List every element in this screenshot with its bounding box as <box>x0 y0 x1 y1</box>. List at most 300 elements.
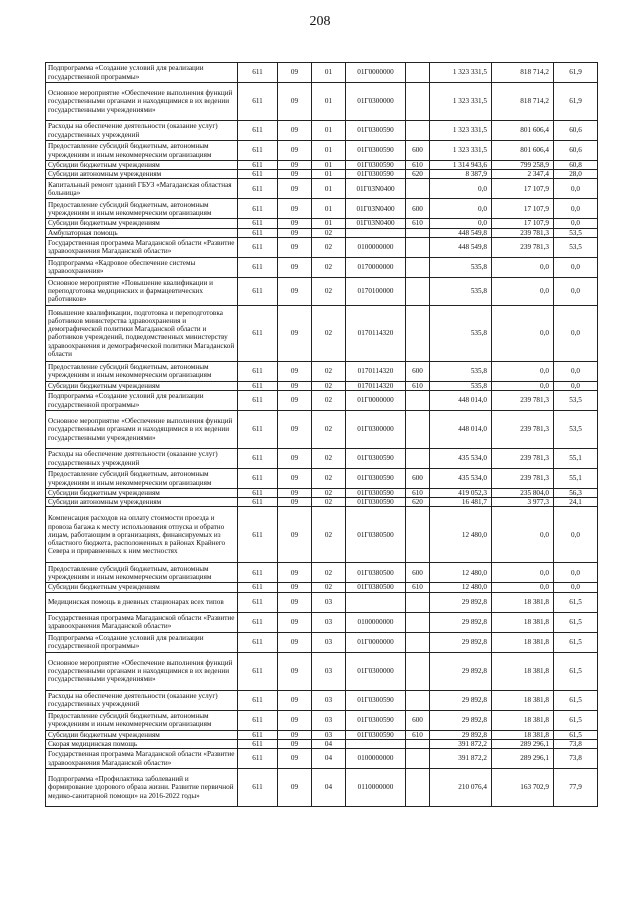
admin-code-cell: 611 <box>238 63 278 83</box>
expense-type-cell <box>406 612 430 632</box>
expense-type-cell <box>406 769 430 807</box>
section-code-cell: 09 <box>278 161 312 170</box>
subsection-code-cell: 02 <box>312 381 346 390</box>
table-row <box>46 632 598 652</box>
admin-code-cell: 611 <box>238 83 278 121</box>
target-article-cell: 01Г0300590 <box>346 170 406 179</box>
table-row <box>46 170 598 179</box>
expense-type-cell <box>406 449 430 469</box>
percent-cell: 61,5 <box>554 690 598 710</box>
percent-cell: 0,0 <box>554 305 598 361</box>
planned-amount-cell: 1 323 331,5 <box>430 141 492 161</box>
subsection-code-cell: 02 <box>312 449 346 469</box>
table-row <box>46 141 598 161</box>
percent-cell: 60,6 <box>554 121 598 141</box>
planned-amount-cell: 0,0 <box>430 219 492 228</box>
expense-type-cell: 610 <box>406 583 430 592</box>
target-article-cell: 01Г0300590 <box>346 141 406 161</box>
table-row <box>46 161 598 170</box>
expense-type-cell <box>406 690 430 710</box>
expense-type-cell: 610 <box>406 219 430 228</box>
target-article-cell: 01Г0300590 <box>346 121 406 141</box>
row-name-cell: Основное мероприятие «Повышение квалификации и переподготовка медицинских и фармацевтических работников» <box>46 277 238 305</box>
expense-type-cell: 610 <box>406 161 430 170</box>
target-article-cell: 01Г0300590 <box>346 161 406 170</box>
target-article-cell: 01Г0380500 <box>346 563 406 583</box>
row-name-cell: Предоставление субсидий бюджетным, автономным учреждениям и иным некоммерческим организациям <box>46 199 238 219</box>
admin-code-cell: 611 <box>238 237 278 257</box>
admin-code-cell: 611 <box>238 690 278 710</box>
percent-cell: 24,1 <box>554 498 598 507</box>
row-name-cell: Субсидии бюджетным учреждениям <box>46 161 238 170</box>
section-code-cell: 09 <box>278 507 312 563</box>
table-row <box>46 83 598 121</box>
expense-type-cell: 600 <box>406 469 430 489</box>
executed-amount-cell: 818 714,2 <box>492 83 554 121</box>
target-article-cell: 01Г0300590 <box>346 710 406 730</box>
row-name-cell: Субсидии бюджетным учреждениям <box>46 381 238 390</box>
target-article-cell: 01Г0300590 <box>346 498 406 507</box>
planned-amount-cell: 210 076,4 <box>430 769 492 807</box>
row-name-cell: Государственная программа Магаданской области «Развитие здравоохранения Магаданской области» <box>46 749 238 769</box>
target-article-cell: 0170114320 <box>346 381 406 390</box>
subsection-code-cell: 03 <box>312 652 346 690</box>
executed-amount-cell: 0,0 <box>492 277 554 305</box>
planned-amount-cell: 419 052,3 <box>430 489 492 498</box>
percent-cell: 0,0 <box>554 507 598 563</box>
admin-code-cell: 611 <box>238 583 278 592</box>
subsection-code-cell: 02 <box>312 489 346 498</box>
row-name-cell: Субсидии бюджетным учреждениям <box>46 219 238 228</box>
section-code-cell: 09 <box>278 381 312 390</box>
planned-amount-cell: 435 534,0 <box>430 469 492 489</box>
planned-amount-cell: 0,0 <box>430 179 492 199</box>
planned-amount-cell: 448 549,8 <box>430 228 492 237</box>
table-row <box>46 63 598 83</box>
executed-amount-cell: 0,0 <box>492 381 554 390</box>
planned-amount-cell: 29 892,8 <box>430 730 492 739</box>
row-name-cell: Субсидии автономным учреждениям <box>46 170 238 179</box>
executed-amount-cell: 2 347,4 <box>492 170 554 179</box>
target-article-cell: 01Г0000000 <box>346 391 406 411</box>
expense-type-cell <box>406 305 430 361</box>
target-article-cell: 01Г03N0400 <box>346 179 406 199</box>
table-row <box>46 749 598 769</box>
planned-amount-cell: 1 323 331,5 <box>430 121 492 141</box>
expense-type-cell: 610 <box>406 381 430 390</box>
executed-amount-cell: 0,0 <box>492 507 554 563</box>
expense-type-cell <box>406 632 430 652</box>
planned-amount-cell: 8 387,9 <box>430 170 492 179</box>
section-code-cell: 09 <box>278 237 312 257</box>
expense-type-cell <box>406 507 430 563</box>
subsection-code-cell: 02 <box>312 469 346 489</box>
subsection-code-cell: 04 <box>312 749 346 769</box>
expense-type-cell: 600 <box>406 563 430 583</box>
executed-amount-cell: 239 781,3 <box>492 228 554 237</box>
target-article-cell: 01Г0000000 <box>346 632 406 652</box>
row-name-cell: Капитальный ремонт зданий ГБУЗ «Магаданская областная больница» <box>46 179 238 199</box>
planned-amount-cell: 391 872,2 <box>430 739 492 748</box>
percent-cell: 61,5 <box>554 632 598 652</box>
subsection-code-cell: 01 <box>312 170 346 179</box>
percent-cell: 0,0 <box>554 381 598 390</box>
executed-amount-cell: 0,0 <box>492 305 554 361</box>
admin-code-cell: 611 <box>238 632 278 652</box>
subsection-code-cell: 03 <box>312 690 346 710</box>
row-name-cell: Повышение квалификации, подготовка и переподготовка работников министерства здравоохранения и демографической политики Магаданской области и работников учреждений, подведомственных министерству здравоохранения и демографической политики Магаданской области <box>46 305 238 361</box>
admin-code-cell: 611 <box>238 563 278 583</box>
section-code-cell: 09 <box>278 219 312 228</box>
planned-amount-cell: 448 014,0 <box>430 391 492 411</box>
executed-amount-cell: 239 781,3 <box>492 449 554 469</box>
subsection-code-cell: 02 <box>312 563 346 583</box>
percent-cell: 53,5 <box>554 237 598 257</box>
expense-type-cell: 620 <box>406 170 430 179</box>
planned-amount-cell: 435 534,0 <box>430 449 492 469</box>
row-name-cell: Субсидии бюджетным учреждениям <box>46 583 238 592</box>
row-name-cell: Основное мероприятие «Обеспечение выполнения функций государственными органами и находящимися в их ведении государственными учреждениями» <box>46 83 238 121</box>
section-code-cell: 09 <box>278 391 312 411</box>
subsection-code-cell: 03 <box>312 730 346 739</box>
executed-amount-cell: 235 804,0 <box>492 489 554 498</box>
table-row <box>46 583 598 592</box>
admin-code-cell: 611 <box>238 612 278 632</box>
section-code-cell: 09 <box>278 199 312 219</box>
admin-code-cell: 611 <box>238 498 278 507</box>
section-code-cell: 09 <box>278 179 312 199</box>
section-code-cell: 09 <box>278 257 312 277</box>
row-name-cell: Государственная программа Магаданской области «Развитие здравоохранения Магаданской области» <box>46 612 238 632</box>
subsection-code-cell: 01 <box>312 179 346 199</box>
percent-cell: 61,9 <box>554 83 598 121</box>
table-row <box>46 361 598 381</box>
planned-amount-cell: 29 892,8 <box>430 652 492 690</box>
row-name-cell: Подпрограмма «Создание условий для реализации государственной программы» <box>46 391 238 411</box>
planned-amount-cell: 12 480,0 <box>430 563 492 583</box>
target-article-cell: 01Г0380500 <box>346 583 406 592</box>
expense-type-cell <box>406 277 430 305</box>
admin-code-cell: 611 <box>238 381 278 390</box>
percent-cell: 0,0 <box>554 179 598 199</box>
table-row <box>46 469 598 489</box>
section-code-cell: 09 <box>278 305 312 361</box>
percent-cell: 0,0 <box>554 563 598 583</box>
subsection-code-cell: 04 <box>312 769 346 807</box>
percent-cell: 60,6 <box>554 141 598 161</box>
target-article-cell: 01Г0300000 <box>346 83 406 121</box>
expense-type-cell <box>406 237 430 257</box>
executed-amount-cell: 18 381,8 <box>492 632 554 652</box>
executed-amount-cell: 17 107,9 <box>492 199 554 219</box>
subsection-code-cell: 03 <box>312 592 346 612</box>
executed-amount-cell: 3 977,3 <box>492 498 554 507</box>
executed-amount-cell: 801 606,4 <box>492 141 554 161</box>
percent-cell: 73,8 <box>554 739 598 748</box>
executed-amount-cell: 0,0 <box>492 583 554 592</box>
section-code-cell: 09 <box>278 769 312 807</box>
row-name-cell: Расходы на обеспечение деятельности (оказание услуг) государственных учреждений <box>46 121 238 141</box>
target-article-cell: 01Г0300590 <box>346 489 406 498</box>
subsection-code-cell: 02 <box>312 257 346 277</box>
page-number: 208 <box>309 14 331 29</box>
admin-code-cell: 611 <box>238 228 278 237</box>
planned-amount-cell: 535,8 <box>430 257 492 277</box>
table-row <box>46 489 598 498</box>
expense-type-cell <box>406 592 430 612</box>
percent-cell: 0,0 <box>554 219 598 228</box>
section-code-cell: 09 <box>278 690 312 710</box>
executed-amount-cell: 18 381,8 <box>492 730 554 739</box>
target-article-cell <box>346 592 406 612</box>
row-name-cell: Субсидии бюджетным учреждениям <box>46 730 238 739</box>
section-code-cell: 09 <box>278 710 312 730</box>
section-code-cell: 09 <box>278 411 312 449</box>
expense-type-cell <box>406 257 430 277</box>
target-article-cell: 0100000000 <box>346 749 406 769</box>
planned-amount-cell: 535,8 <box>430 361 492 381</box>
percent-cell: 53,5 <box>554 228 598 237</box>
expense-type-cell <box>406 652 430 690</box>
admin-code-cell: 611 <box>238 361 278 381</box>
subsection-code-cell: 03 <box>312 632 346 652</box>
percent-cell: 0,0 <box>554 277 598 305</box>
expense-type-cell: 600 <box>406 361 430 381</box>
subsection-code-cell: 01 <box>312 83 346 121</box>
executed-amount-cell: 18 381,8 <box>492 690 554 710</box>
table-row <box>46 507 598 563</box>
table-row <box>46 710 598 730</box>
planned-amount-cell: 535,8 <box>430 381 492 390</box>
admin-code-cell: 611 <box>238 391 278 411</box>
percent-cell: 73,8 <box>554 749 598 769</box>
target-article-cell: 0170114320 <box>346 305 406 361</box>
row-name-cell: Предоставление субсидий бюджетным, автономным учреждениям и иным некоммерческим организациям <box>46 361 238 381</box>
expense-type-cell: 610 <box>406 730 430 739</box>
admin-code-cell: 611 <box>238 592 278 612</box>
admin-code-cell: 611 <box>238 749 278 769</box>
table-row <box>46 305 598 361</box>
admin-code-cell: 611 <box>238 121 278 141</box>
subsection-code-cell: 02 <box>312 507 346 563</box>
table-row <box>46 498 598 507</box>
row-name-cell: Расходы на обеспечение деятельности (оказание услуг) государственных учреждений <box>46 449 238 469</box>
section-code-cell: 09 <box>278 489 312 498</box>
planned-amount-cell: 0,0 <box>430 199 492 219</box>
percent-cell: 61,5 <box>554 612 598 632</box>
target-article-cell <box>346 228 406 237</box>
planned-amount-cell: 12 480,0 <box>430 583 492 592</box>
target-article-cell: 0100000000 <box>346 612 406 632</box>
row-name-cell: Подпрограмма «Создание условий для реализации государственной программы» <box>46 632 238 652</box>
section-code-cell: 09 <box>278 652 312 690</box>
target-article-cell: 01Г0000000 <box>346 63 406 83</box>
expense-type-cell <box>406 739 430 748</box>
row-name-cell: Медицинская помощь в дневных стационарах всех типов <box>46 592 238 612</box>
expense-type-cell <box>406 63 430 83</box>
subsection-code-cell: 01 <box>312 161 346 170</box>
expense-type-cell: 600 <box>406 199 430 219</box>
target-article-cell: 01Г0300590 <box>346 690 406 710</box>
row-name-cell: Расходы на обеспечение деятельности (оказание услуг) государственных учреждений <box>46 690 238 710</box>
target-article-cell: 0170114320 <box>346 361 406 381</box>
section-code-cell: 09 <box>278 739 312 748</box>
subsection-code-cell: 02 <box>312 237 346 257</box>
planned-amount-cell: 29 892,8 <box>430 632 492 652</box>
target-article-cell: 01Г03N0400 <box>346 219 406 228</box>
subsection-code-cell: 02 <box>312 498 346 507</box>
row-name-cell: Амбулаторная помощь <box>46 228 238 237</box>
admin-code-cell: 611 <box>238 449 278 469</box>
table-row <box>46 381 598 390</box>
expense-type-cell <box>406 179 430 199</box>
planned-amount-cell: 535,8 <box>430 305 492 361</box>
planned-amount-cell: 16 481,7 <box>430 498 492 507</box>
percent-cell: 55,1 <box>554 469 598 489</box>
percent-cell: 56,3 <box>554 489 598 498</box>
executed-amount-cell: 289 296,1 <box>492 739 554 748</box>
admin-code-cell: 611 <box>238 769 278 807</box>
target-article-cell: 0100000000 <box>346 237 406 257</box>
row-name-cell: Скорая медицинская помощь <box>46 739 238 748</box>
executed-amount-cell: 163 702,9 <box>492 769 554 807</box>
executed-amount-cell: 0,0 <box>492 563 554 583</box>
section-code-cell: 09 <box>278 498 312 507</box>
section-code-cell: 09 <box>278 730 312 739</box>
row-name-cell: Предоставление субсидий бюджетным, автономным учреждениям и иным некоммерческим организациям <box>46 141 238 161</box>
executed-amount-cell: 239 781,3 <box>492 391 554 411</box>
table-row <box>46 237 598 257</box>
executed-amount-cell: 18 381,8 <box>492 710 554 730</box>
section-code-cell: 09 <box>278 277 312 305</box>
planned-amount-cell: 1 323 331,5 <box>430 63 492 83</box>
row-name-cell: Предоставление субсидий бюджетным, автономным учреждениям и иным некоммерческим организациям <box>46 710 238 730</box>
admin-code-cell: 611 <box>238 469 278 489</box>
row-name-cell: Подпрограмма «Профилактика заболеваний и формирование здорового образа жизни. Развитие первичной медико-санитарной помощи» на 2016-2022 годы» <box>46 769 238 807</box>
subsection-code-cell: 01 <box>312 121 346 141</box>
section-code-cell: 09 <box>278 563 312 583</box>
admin-code-cell: 611 <box>238 141 278 161</box>
executed-amount-cell: 18 381,8 <box>492 612 554 632</box>
percent-cell: 0,0 <box>554 583 598 592</box>
percent-cell: 55,1 <box>554 449 598 469</box>
percent-cell: 77,9 <box>554 769 598 807</box>
table-row <box>46 257 598 277</box>
target-article-cell: 01Г0300590 <box>346 469 406 489</box>
table-row <box>46 739 598 748</box>
subsection-code-cell: 01 <box>312 219 346 228</box>
subsection-code-cell: 02 <box>312 361 346 381</box>
table-row <box>46 411 598 449</box>
admin-code-cell: 611 <box>238 179 278 199</box>
planned-amount-cell: 391 872,2 <box>430 749 492 769</box>
executed-amount-cell: 17 107,9 <box>492 219 554 228</box>
row-name-cell: Основное мероприятие «Обеспечение выполнения функций государственными органами и находящимися в их ведении государственными учреждениями» <box>46 652 238 690</box>
section-code-cell: 09 <box>278 583 312 592</box>
target-article-cell: 01Г0300590 <box>346 730 406 739</box>
section-code-cell: 09 <box>278 592 312 612</box>
target-article-cell <box>346 739 406 748</box>
table-row <box>46 449 598 469</box>
percent-cell: 53,5 <box>554 411 598 449</box>
row-name-cell: Подпрограмма «Создание условий для реализации государственной программы» <box>46 63 238 83</box>
row-name-cell: Предоставление субсидий бюджетным, автономным учреждениям и иным некоммерческим организациям <box>46 563 238 583</box>
table-row <box>46 769 598 807</box>
target-article-cell: 01Г03N0400 <box>346 199 406 219</box>
executed-amount-cell: 239 781,3 <box>492 469 554 489</box>
target-article-cell: 01Г0300000 <box>346 411 406 449</box>
planned-amount-cell: 1 323 331,5 <box>430 83 492 121</box>
executed-amount-cell: 799 258,9 <box>492 161 554 170</box>
planned-amount-cell: 12 480,0 <box>430 507 492 563</box>
table-row <box>46 179 598 199</box>
subsection-code-cell: 02 <box>312 277 346 305</box>
row-name-cell: Субсидии автономным учреждениям <box>46 498 238 507</box>
section-code-cell: 09 <box>278 141 312 161</box>
executed-amount-cell: 0,0 <box>492 361 554 381</box>
subsection-code-cell: 01 <box>312 63 346 83</box>
target-article-cell: 0170100000 <box>346 277 406 305</box>
section-code-cell: 09 <box>278 449 312 469</box>
admin-code-cell: 611 <box>238 305 278 361</box>
table-row <box>46 563 598 583</box>
expense-type-cell <box>406 228 430 237</box>
percent-cell: 0,0 <box>554 361 598 381</box>
planned-amount-cell: 29 892,8 <box>430 710 492 730</box>
table-row <box>46 277 598 305</box>
table-row <box>46 612 598 632</box>
table-row <box>46 730 598 739</box>
planned-amount-cell: 1 314 943,6 <box>430 161 492 170</box>
table-row <box>46 228 598 237</box>
row-name-cell: Предоставление субсидий бюджетным, автономным учреждениям и иным некоммерческим организациям <box>46 469 238 489</box>
admin-code-cell: 611 <box>238 277 278 305</box>
subsection-code-cell: 02 <box>312 391 346 411</box>
admin-code-cell: 611 <box>238 652 278 690</box>
percent-cell: 61,5 <box>554 730 598 739</box>
admin-code-cell: 611 <box>238 199 278 219</box>
executed-amount-cell: 18 381,8 <box>492 592 554 612</box>
subsection-code-cell: 04 <box>312 739 346 748</box>
target-article-cell: 01Г0300000 <box>346 652 406 690</box>
target-article-cell: 0170000000 <box>346 257 406 277</box>
percent-cell: 53,5 <box>554 391 598 411</box>
expense-type-cell <box>406 749 430 769</box>
table-row <box>46 121 598 141</box>
executed-amount-cell: 818 714,2 <box>492 63 554 83</box>
table-row <box>46 219 598 228</box>
expense-type-cell: 610 <box>406 489 430 498</box>
subsection-code-cell: 03 <box>312 612 346 632</box>
budget-table <box>45 62 598 807</box>
row-name-cell: Государственная программа Магаданской области «Развитие здравоохранения Магаданской области» <box>46 237 238 257</box>
subsection-code-cell: 02 <box>312 583 346 592</box>
row-name-cell: Подпрограмма «Кадровое обеспечение системы здравоохранения» <box>46 257 238 277</box>
admin-code-cell: 611 <box>238 161 278 170</box>
section-code-cell: 09 <box>278 632 312 652</box>
section-code-cell: 09 <box>278 361 312 381</box>
section-code-cell: 09 <box>278 612 312 632</box>
admin-code-cell: 611 <box>238 489 278 498</box>
expense-type-cell <box>406 411 430 449</box>
admin-code-cell: 611 <box>238 411 278 449</box>
expense-type-cell <box>406 83 430 121</box>
percent-cell: 61,5 <box>554 652 598 690</box>
row-name-cell: Компенсация расходов на оплату стоимости проезда и провоза багажа к месту использования отпуска и обратно лицам, работающим в организациях, финансируемых из областного бюджета, расположенных в районах Крайнего Севера и приравненных к ним местностях <box>46 507 238 563</box>
subsection-code-cell: 01 <box>312 199 346 219</box>
section-code-cell: 09 <box>278 749 312 769</box>
admin-code-cell: 611 <box>238 739 278 748</box>
